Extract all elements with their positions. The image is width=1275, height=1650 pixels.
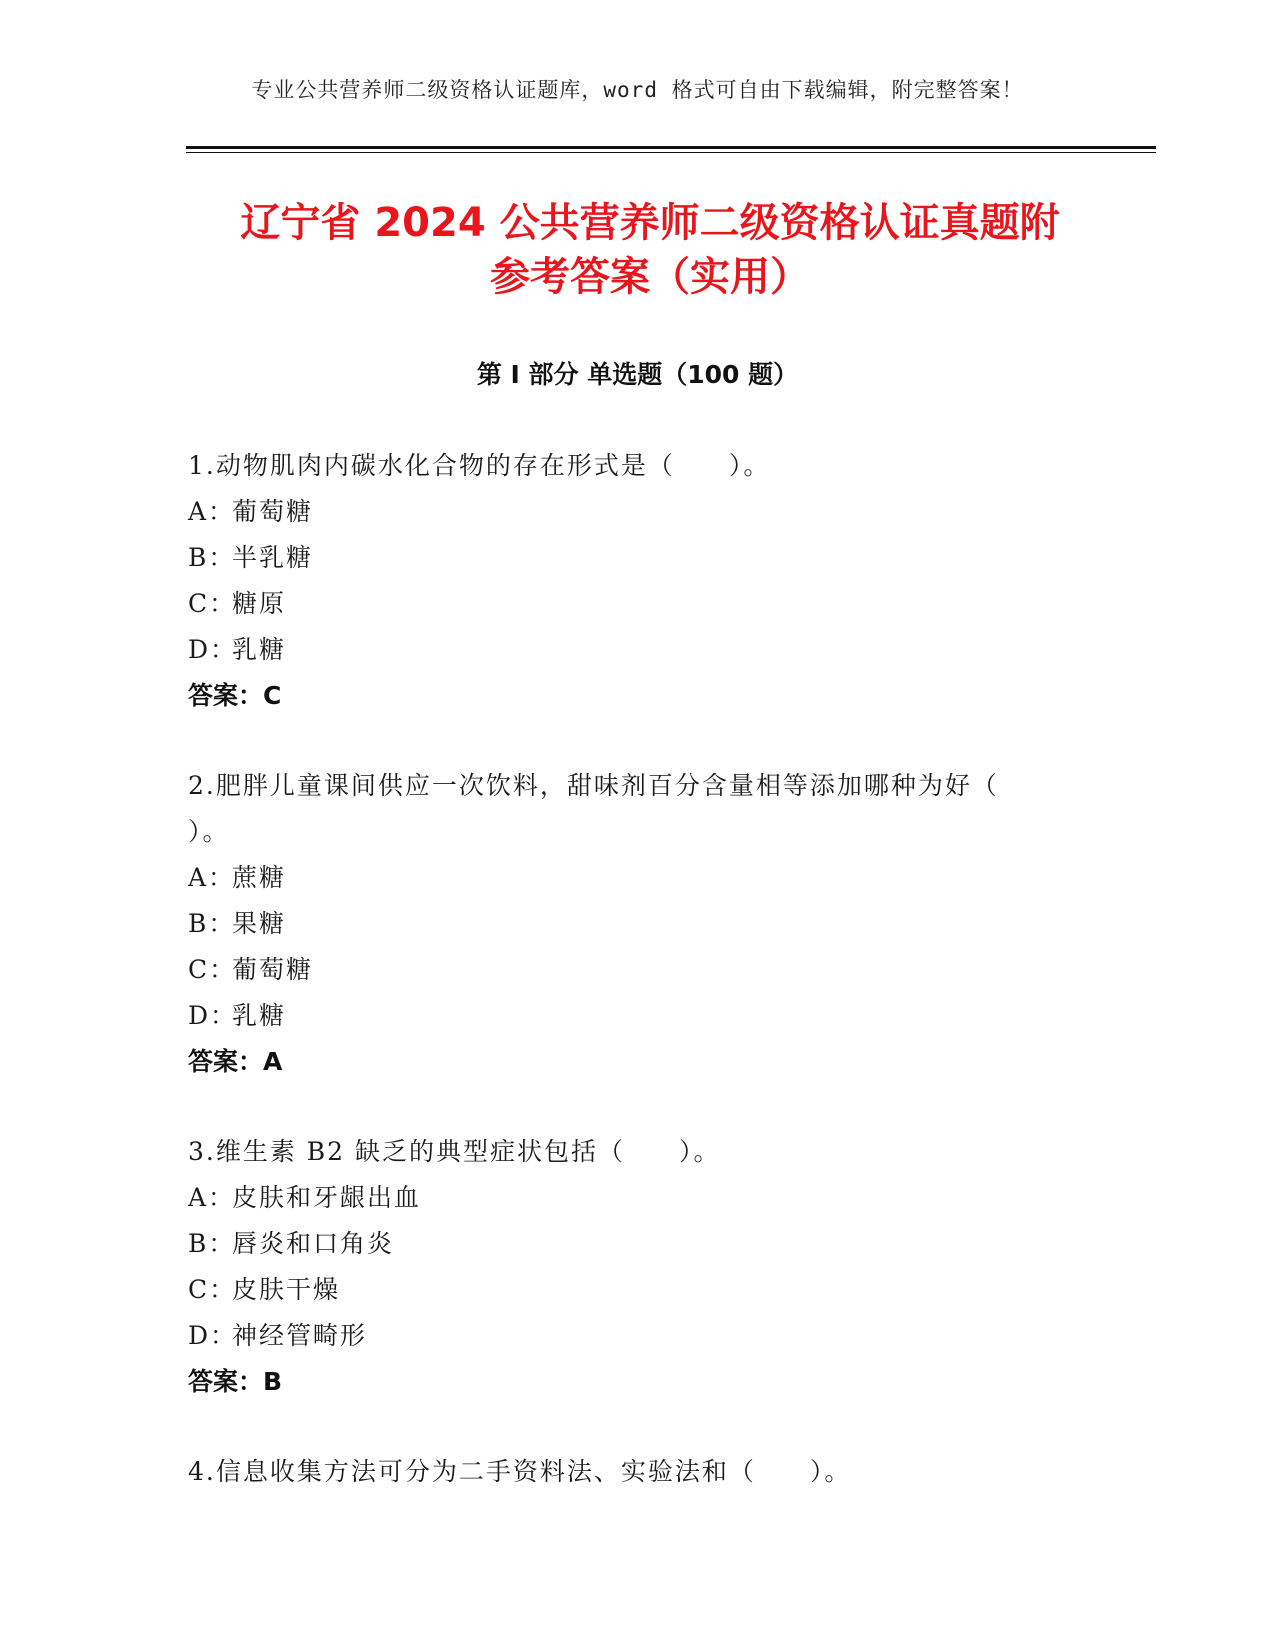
question-text: 4.信息收集方法可分为二手资料法、实验法和（ ）。 (188, 1457, 852, 1486)
option-key: A： (188, 1183, 236, 1212)
answer-line: 答案：C (188, 681, 282, 710)
option-key: A： (188, 497, 236, 526)
question-text: 3.维生素 B2 缺乏的典型症状包括（ ）。 (188, 1137, 721, 1166)
option-text: 皮肤干燥 (232, 1275, 341, 1304)
question-item (188, 1129, 1088, 1405)
option-text: 唇炎和口角炎 (232, 1229, 395, 1258)
option-key: D： (188, 635, 238, 664)
document-title-line-1: 辽宁省 2024 公共营养师二级资格认证真题附 (240, 200, 1060, 246)
option-key: B： (188, 1229, 236, 1258)
option-text: 半乳糖 (232, 543, 314, 572)
document-title (150, 196, 1150, 304)
option-a (188, 489, 1088, 535)
option-key: A： (188, 863, 236, 892)
question-text: 1.动物肌肉内碳水化合物的存在形式是（ ）。 (188, 451, 771, 480)
question-item (188, 763, 1088, 1085)
option-text: 乳糖 (232, 635, 287, 664)
option-text: 果糖 (232, 909, 287, 938)
question-item (188, 1449, 1088, 1495)
option-text: 葡萄糖 (232, 955, 314, 984)
option-b (188, 1221, 1088, 1267)
section-heading: 第 I 部分 单选题（100 题） (476, 360, 799, 389)
option-d (188, 993, 1088, 1039)
option-text: 葡萄糖 (232, 497, 314, 526)
question-list (188, 443, 1088, 1539)
answer-line: 答案：B (188, 1367, 283, 1396)
option-key: C： (188, 955, 237, 984)
option-key: B： (188, 909, 236, 938)
question-text: 2.肥胖儿童课间供应一次饮料，甜味剂百分含量相等添加哪种为好（ ）。 (188, 771, 1053, 846)
option-text: 神经管畸形 (232, 1321, 368, 1350)
option-c (188, 581, 1088, 627)
option-a (188, 1175, 1088, 1221)
document-title-line-2: 参考答案（实用） (490, 254, 810, 300)
option-b (188, 535, 1088, 581)
header-divider-thick (186, 146, 1156, 149)
question-item (188, 443, 1088, 719)
option-key: D： (188, 1001, 238, 1030)
option-text: 乳糖 (232, 1001, 287, 1030)
option-key: C： (188, 589, 237, 618)
header-divider-thin (186, 152, 1156, 153)
option-c (188, 947, 1088, 993)
option-key: C： (188, 1275, 237, 1304)
page-header-text: 专业公共营养师二级资格认证题库，word 格式可自由下载编辑，附完整答案！ (251, 78, 1024, 102)
option-a (188, 855, 1088, 901)
option-b (188, 901, 1088, 947)
option-text: 蔗糖 (232, 863, 287, 892)
option-key: B： (188, 543, 236, 572)
option-d (188, 1313, 1088, 1359)
answer-line: 答案：A (188, 1047, 283, 1076)
option-c (188, 1267, 1088, 1313)
option-text: 糖原 (232, 589, 287, 618)
option-key: D： (188, 1321, 238, 1350)
option-text: 皮肤和牙龈出血 (232, 1183, 422, 1212)
option-d (188, 627, 1088, 673)
